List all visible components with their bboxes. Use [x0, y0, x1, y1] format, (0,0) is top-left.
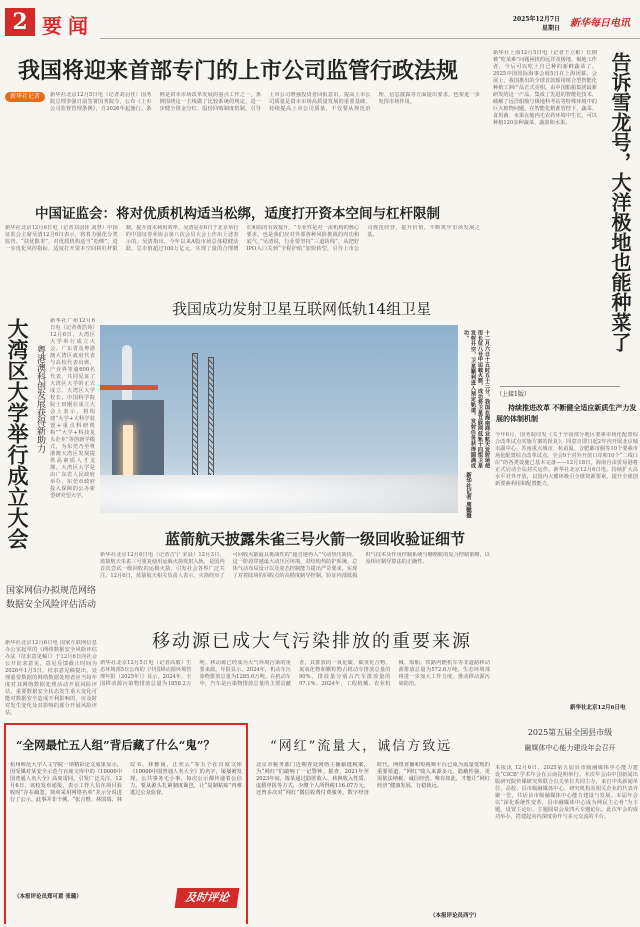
headline-a2: 中国证监会：将对优质机构适当松绑，适度打开资本空间与杠杆限制 — [35, 206, 440, 222]
header-rule — [100, 38, 640, 39]
headline-a3: 大湾区大学举行成立大会 — [5, 318, 30, 549]
headline-a5: 蓝箭航天披露朱雀三号火箭一级回收验证细节 — [165, 530, 466, 548]
rocket-launch-photo — [100, 325, 458, 513]
masthead: 新华每日电讯 — [570, 18, 630, 29]
headline-a11: “全网最忙五人组”背后藏了什么“鬼”？ — [16, 738, 215, 752]
rule — [500, 386, 620, 387]
article-body-a3: 新华社广州12月6日电（记者黄浩苑）12月6日，大湾区大学举行成立大会。广东省及粤港澳大湾区政府代表与高校代表出席。产业界等逾600名代表、共同见证了大湾区大学的正式成立。大湾区大学校长、中国科学院院士田刚在成立大会上表示，将构建“大学+大科学装置+重点科研机构”“大学+科技龙头企业”等创新学模式，为东莞乃至粤港澳大湾区发展提供高素质人才支撑。大湾区大学是由广东省人民政府举办、东莞市政府投入保障的公办新型研究型大学。 — [50, 318, 95, 578]
photo-caption: 十二月六日十五时五十三分，我国在海南商业航天发射场使用长征八号甲运载火箭，成功将卫星互联网低轨十四组卫星发射升空，卫星顺利进入预定轨道，发射任务获得圆满成功。 — [463, 330, 490, 468]
page-number-badge: 2 — [5, 8, 35, 36]
photo-credit: 新华社记者 周懿摄 — [465, 472, 471, 518]
article-body-a2: 新华社北京12月6日电（记者刘羽佳 刘慧）中国证监会主席吴清12月6日表示，将着力强化分类监管、“扶优限劣”，对优质机构适当“松绑”，进一步优化风控指标，适度打开资本空间和杠杆限制，提升资本利用效率。吴清是在6日于北京举行的中国证券业协会第八次会员大会上作出上述表示的。吴清指出，今年以来A股市场总体稳健活跃，总市值超过100万亿元，实现了量的合理增长和质的有效提升。“专业性是对一流机构的核心要求，也是我们应对外部各种风险挑战的内功和底气。”吴清说，行业要坚持“三道防线”，从把好IPO入口关到“全程护航”加快转型，引导上市公司规范经营，提升价值，不断筑牢市场发展之基。 — [5, 225, 480, 297]
headline-a12: “网红”流量大，诚信方致远 — [270, 739, 453, 754]
section-title: 要闻 — [42, 14, 94, 38]
subtitle-a3: 粤港澳科创发展获得新助力 — [35, 345, 45, 453]
article-body-a8: 新华社上海12月5日电（记者王立彬）长期被“吃菜难”问题困扰的远洋及极地、极地工作者，今后可以吃上自己种的新鲜蔬菜了。2025中国国际海事会展5日在上海闭幕。会展上，我国推出的全球首款船用组合型智能化种植工洲产品正式亮相，由中国船舶集团最新研发的这一产品，集成了先进的智能化技术，破解了远洋船舶与极地科考站等特殊环境中的巨大植物问题，在智能化精准管控下，蔬菜、食用菌、水果在舱内无农药环境中生长，可以种植120多种蔬菜、蔬果和水果。 — [493, 50, 597, 375]
article-body-a9: 今年6月，国务院印发《关于全国部分地区要素市场化配置综合改革试点实施方案的批复》，同意自即日起2年内开展北京城市副中心、苏南重点城市、杭甬温、合肥都市圈等10个要素市场化配置综合改革试点。全会9个对外开放口岸和10个“二线口岸”的各类设施已基本完备——12月18日，海南自由贸易港将正式启动全岛封关运作。新华社北京12月6日电。持续扩大高水平对外开放，以国内大循环吸引全球资源要素，提升全球创新要素利用和配置能力。 — [495, 432, 638, 698]
date: 2025年12月7日 星期日 — [512, 16, 560, 32]
commentary-badge: 及时评论 — [175, 888, 240, 908]
article-body-a5: 新华社北京12月6日电（记者吉宁 宋晨）12月3日，蓝箭航天朱雀三号重复使用运载火箭发射入轨，是国内首次尝试一级回收的运载火箭，引发社会各界广泛关注。12月6日，蓝箭航天相关负责人表示，火箭经历了可回收火箭最具挑战性的“超音速再入”气动热压阶段，这一阶段穿越最大动压区环境，对结构热防护系统、总体气动布局设计以及姿态控制能力提出严苛要求。实现了对着陆场的回收点的高精度制导控制，验证内部低损供气技术及作用控制系统与栅格舵的复合控制策略，以及相应制导算法的正确性。 — [100, 552, 490, 596]
author-a12: （本报评论员西宁） — [430, 913, 480, 919]
author-a11: （本报评论员郑可意 张璐） — [14, 894, 82, 900]
headline-a7: 移动源已成大气污染排放的重要来源 — [152, 631, 472, 652]
article-body-a7: 新华社北京12月5日电（记者高敬）生态环境部5日公布的《中国移动源环境管理年报（2025年）》显示，2024年，全国移动源污染物排放总量为1858.2万吨。移动源已经成为大气环境污染的重要来源。年报显示，2024年，机动车污染物排放总量为1285.6万吨。在机动车中，汽车是污染物排放总量的主要贡献者，其排放的一氧化碳、碳氢化合物、氮氧化物和颗粒物占机动车排放总量的90%。排放量分别占汽车排放量的97.1%。2024年，工程机械、农业机械、船舶、铁路内燃机车等非道路移动源排放总量为572.6万吨。生态环境部将进一步加大工作力度，推动移动源污染防治。 — [100, 660, 490, 718]
article-body-a1: 新华社北京12月5日电（记者刘羽佳）国务院总理李强日前签署国务院令，公布《上市公司监督管理条例》，自2026年起施行。条例是资本市场改革发展的重点工作之一，条例围绕这一主线做了比较系统的规定。进一步健全资金分红、股份回购制度机制，引导上市公司增强投资者回报意识。提高上市公司质量是资本市场高质量发展的重要基础，持续提高上市公司质量，不仅要从规范治理、信息披露等方面提出要求，也要进一步发挥市场作用。 — [50, 92, 480, 184]
article-body-a10: 本报讯 12月6日，2025第五届县市级融媒体中心能力建设“CICB”学术年会在云南昆明举行。本次年会由中国新闻出版研究院传媒研究所联合有关单位共同主办，来自中央新闻单位、高校、县市级融媒体中心、研究机构及相关企业的代表齐聚一堂，共话县市级融媒体中心能力建设与发展。本届年会以“深化系统性变革，县市融媒体中心成为网民主心骨”为主题，设置主论坛、主题圆桌会及四大专题论坛。此次年会的成功举办，搭建起向内深度协作与多元交流的平台。 — [495, 765, 638, 920]
article-body-a6: 新华社北京12月6日电 国家互联网信息办公室起草的《网络数据安全风险评估办法（征求意见稿）》于12月6日向社会公开征求意见，意见反馈截止时间为2026年1月5日。征求意见稿提出，处理重要数据的网络数据处理者应当每年度对其网络数据处理活动开展风险评估，重要数据安全状态发生重大变化可能对数据安全造成不利影响的，应及时对发生变化及其影响的部分开展风险评估。 — [5, 640, 97, 720]
headline-a4: 我国成功发射卫星互联网低轨14组卫星 — [172, 300, 432, 318]
headline-a9: 持续推进改革 不断健全适应新质生产力发展的体制机制 — [496, 403, 637, 423]
continued-label: （上接1版） — [496, 391, 530, 398]
headline-a6: 国家网信办拟规范网络数据安全风险评估活动 — [5, 586, 96, 610]
article-body-a11: 杭州师范大学人文学院一项精彩论文成果显示，因受媒对某安全示范与百度文库中的《10000中国普通人名大全》高度雷同，引发广泛关注。12月6日，该校发布通报，表示工作人员在项目验收时“存在疏忽，简单采用网络名单”并示分说进行了公示。此事并非个例，“张吉惟、林国瑞、林玟书、林雅南、江奕云”等五个在百度文库《10000中国普通人名大全》的名字，屡屡被发现。公共事务无小事，每次公示都传递着公信力。要从源头扎紧制度篱笆，让“复制粘贴”再难逃过公众监督。 — [10, 762, 242, 881]
headline-a8: 告诉雪龙号，大洋极地也能种菜了 — [608, 52, 632, 352]
headline-a10: 2025第五届全国县市级 融媒体中心能力建设年会召开 — [524, 728, 616, 752]
xinhua-badge: 新华社记者 — [5, 92, 45, 102]
headline-a1: 我国将迎来首部专门的上市公司监管行政法规 — [18, 58, 459, 84]
article-body-a12: 北京市税务部门近期查处网络主播偷逃税案，为“网红”们敲响了一记警钟。据查，2021年至2023年间，陈某通过隐匿收入、转换收入性质、虚假申报等方式，少缴个人所得税116.07万元，还曾多次对“网红”微信收费付费服务。数字经济时代，网络直播和短视频平台已成为流量变现的重要渠道。“网红”收入来源多元、隐蔽性强，更需依法纳税、诚信经营。唯有如此，才能让“网红经济”健康发展，行稳致远。 — [256, 762, 490, 909]
signoff-a9: 新华社北京12月6日电 — [570, 705, 626, 711]
